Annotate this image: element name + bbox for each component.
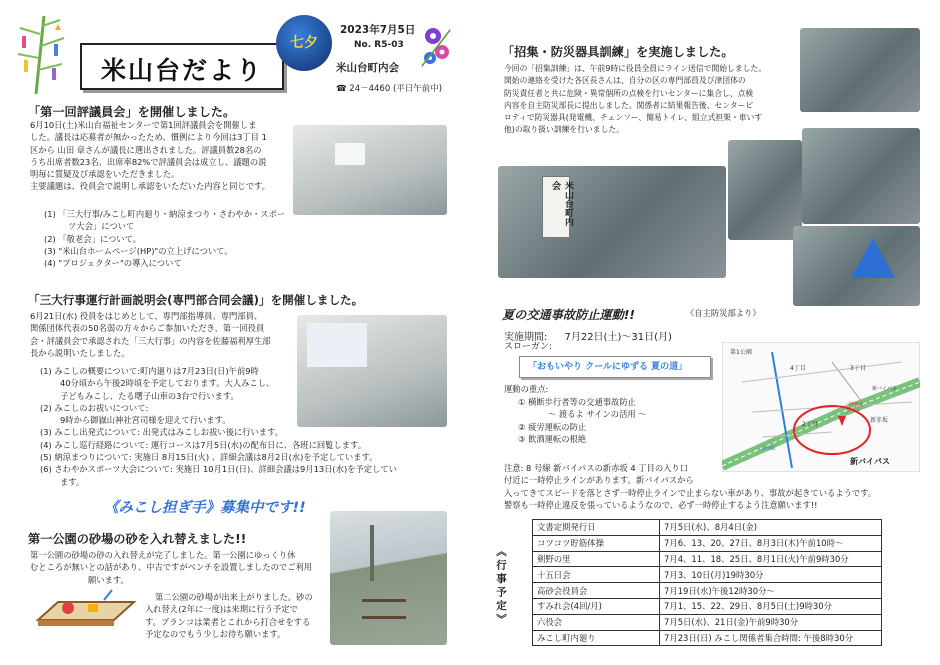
text-line: ロティで防災器具(発電機、チェンソー、簡易トイレ、組立式担架・車いす: [504, 113, 763, 123]
briefing-item: (5) 納涼まつりについて: 実施日 8月15日(火) 、詳細会議は8月2日(水)を予定しています。: [40, 452, 378, 463]
drill-photo-chainsaw: [802, 128, 920, 224]
points-label: 運動の重点:: [504, 384, 549, 394]
map-label: ライン: [846, 408, 861, 414]
note-line: 付近に一時停止ラインがあります。新バイパスから: [504, 475, 694, 486]
briefing-item: 9時から御嶽山神社宮司様を迎えて行います。: [60, 415, 231, 426]
text-line: 願います。: [88, 574, 129, 585]
briefing-item: (6) さわやかスポーツ大会について: 実施日 10月1日(日)、詳細会議は9月13日(水)を予定してい: [40, 464, 397, 475]
table-row: [533, 535, 882, 551]
period-label: 実施期間:: [504, 332, 548, 343]
table-row: [533, 598, 882, 614]
text-line: 第一公園の砂場の砂の入れ替えが完了しました。第一公園にゆっくり休: [30, 550, 296, 560]
newsletter-title: 米山台だより: [100, 56, 263, 85]
text-line: 第二公園の砂場が出来上がりました。砂の: [155, 592, 313, 602]
agenda-item: (1) 「三大行事/みこし町内廻り・納涼まつり・さわやか・スポー: [44, 209, 286, 219]
masthead-box: [80, 43, 284, 90]
section-council-body: [30, 119, 270, 193]
point-item: ② 疲労運転の防止: [518, 421, 587, 432]
section-briefing-body: [30, 310, 271, 359]
event-name: 十五日会: [533, 567, 660, 583]
text-line: した。議長は応募者が無かったため、慣例により今回は3丁目 1: [30, 132, 267, 143]
table-row: [533, 630, 882, 646]
telephone-icon: ☎: [336, 84, 347, 94]
sandbox-illustration: [34, 582, 138, 632]
traffic-stop-map: [722, 342, 920, 472]
event-name: すみれ会(4回/月): [533, 598, 660, 614]
drill-credit: 《自主防災部より》: [686, 308, 761, 318]
map-label: 新バイパス: [850, 457, 890, 466]
map-label: 3丁目: [850, 365, 866, 372]
drill-photo-tent: [793, 226, 920, 306]
event-date: 7月6、13、20、27日、8月3日(木)午前10時～: [660, 535, 882, 551]
slogan-text: 「おもいやり クールにゆずる 夏の道」: [528, 362, 688, 372]
drill-photo-stretcher: [728, 140, 802, 240]
morning-glory-icon: [420, 26, 454, 68]
note-line: 警察も一時停止違反を張っているようなので、必ず一時停止するよう注意願います!!: [504, 499, 818, 510]
map-label: 一時停止: [844, 402, 865, 408]
briefing-item: (3) みこし出発式について: 出発式はみこしお祓い後に行います。: [40, 427, 284, 438]
issue-number: No. R5-03: [354, 40, 404, 50]
table-row: [533, 567, 882, 583]
section-sandbox-body-2: [145, 591, 313, 640]
table-row: [533, 583, 882, 599]
text-line: 主要議題は、役員会で説明し承認をいただいた内容と同じです。: [30, 181, 270, 192]
traffic-notes: [504, 462, 876, 511]
event-date: 7月5日(水)、8月4日(金): [660, 520, 882, 536]
briefing-meeting-photo: [297, 315, 447, 427]
event-name: 高砂会役員会: [533, 583, 660, 599]
council-meeting-photo: [293, 125, 447, 215]
text-line: 内容を自主防災部長に提出しました。関係者に結果報告後、センターピ: [504, 100, 754, 110]
briefing-item: (1) みこしの概要について:町内廻りは7月23日(日)午前9時: [40, 366, 259, 376]
section-sandbox-body: [30, 549, 312, 586]
bamboo-tanabata-icon: [14, 14, 78, 96]
table-row: [533, 614, 882, 630]
agenda-item: (4) "プロジェクター"の導入について: [44, 258, 182, 269]
table-row: [533, 520, 882, 536]
section-briefing-title: 「三大行事運行計画説明会(専門部合同会議)」を開催しました。: [28, 293, 364, 307]
briefing-item: 40分頃から午後2時頃を予定しております。大人みこし、: [60, 378, 275, 389]
event-date: 7月23日(日) みこし関係者集合時間: 午後8時30分: [660, 630, 882, 646]
text-line: むところが無いとの話があり、中古ですがベンチを設置しましたのでご利用: [30, 562, 313, 573]
event-name: 剣野の里: [533, 551, 660, 567]
logo-text: 七夕: [290, 35, 318, 51]
section-sandbox-title: 第一公園の砂場の砂を入れ替えました!!: [28, 532, 247, 546]
text-line: うち出席者数23名、出席率82%で評議員会は成立し、議題の説: [30, 156, 267, 167]
slogan-label: スローガン:: [504, 342, 552, 352]
council-agenda-list: [44, 208, 285, 269]
period-value: 7月22日(土)～31日(月): [564, 332, 672, 343]
event-date: 7月4、11、18、25日、8月1日(火)午前9時30分: [660, 551, 882, 567]
section-council-title: 「第一回評議員会」を開催しました。: [28, 105, 236, 119]
event-name: 文書定期発行日: [533, 520, 660, 536]
agenda-item: ツ大会」について: [68, 221, 135, 232]
map-label: 8号線: [762, 446, 776, 452]
schedule-label: 《行事予定》: [495, 546, 507, 627]
event-name: コツコツ貯筋体操: [533, 535, 660, 551]
text-line: 今回の「招集訓練」は、午前9時に役員全員にライン送信で開始しました。: [504, 64, 767, 73]
organization-name: 米山台町内会: [336, 62, 399, 74]
note-line: 注意: 8 号線 新バイパスの新赤坂 4 丁目の入り口: [504, 463, 689, 473]
text-line: 区から 山田 章さんが議長に選出されました。評議員数28名の: [30, 144, 262, 155]
section-traffic-title: 夏の交通事故防止運動!!: [502, 308, 635, 322]
text-line: 明毎に質疑及び承認をいただきました。: [30, 169, 180, 180]
map-label: 第1公園: [730, 349, 752, 356]
slogan-box: [519, 356, 711, 378]
tanabata-logo: [276, 15, 332, 71]
point-item: ③ 飲酒運転の根絶: [518, 433, 587, 444]
park-bench-photo: [330, 511, 447, 645]
map-label: 新バイパス: [872, 386, 897, 392]
event-date: 7月19日(水)午後12時30分～: [660, 583, 882, 599]
drill-photo-equipment: [800, 28, 920, 112]
briefing-item: (4) みこし巡行経路について: 運行コースは7月5日(水)の配布日に、各班に回覧します。: [40, 439, 367, 450]
briefing-item: ます。: [60, 476, 85, 487]
event-name: みこし町内廻り: [533, 630, 660, 646]
issue-date: 2023年7月5日: [340, 24, 416, 36]
point-item: ～ 渡るよ サインの活用 ～: [548, 409, 647, 420]
phone-line: [336, 82, 442, 94]
text-line: 関係団体代表の50名弱の方々からご参加いただき、第一回役員: [30, 323, 265, 334]
text-line: 他)の取り扱い訓練を行いました。: [504, 125, 624, 135]
traffic-points-list: [518, 396, 647, 445]
schedule-table: [532, 519, 882, 646]
briefing-item: 子どもみこし、たる曙子山車の3台で行います。: [60, 390, 239, 401]
text-line: 6月10日(土)米山台福祉センターで第1回評議員会を開催しま: [30, 120, 257, 130]
text-line: 予定なのでもう少しお待ち願います。: [145, 628, 286, 639]
point-item: ① 横断歩行者等の交通事故防止: [518, 397, 636, 407]
phone-number: 24－4460 (平日午前中): [349, 84, 443, 94]
drill-photo-group: [498, 166, 726, 278]
text-line: 長から説明いたしました。: [30, 347, 130, 358]
event-date: 7月1、15、22、29日、8月5日(土)9時30分: [660, 598, 882, 614]
map-label: 新赤坂: [870, 417, 889, 424]
banner-sign-text: 米山台町内会: [550, 181, 573, 226]
agenda-item: (2) 「敬老会」について。: [44, 233, 142, 244]
text-line: す。ブランコは業者とこれから打合せをする: [145, 616, 311, 627]
map-label: 2丁目: [802, 421, 818, 428]
event-name: 六役会: [533, 614, 660, 630]
text-line: 入れ替え(2年に一度)は来期に行う予定で: [145, 604, 298, 615]
event-date: 7月3、10日(月)19時30分: [660, 567, 882, 583]
briefing-item: (2) みこしのお祓いについて:: [40, 402, 149, 413]
text-line: 開始の連絡を受けた各区長さんは、自分の区の専門部員及び津団体の: [504, 76, 746, 86]
note-line: 入ってきてスピードを落とさず一時停止ラインで止まらない車があり、事故が起きているようです。: [504, 487, 877, 498]
text-line: 防災責任者と共に危険・異常個所の点検を行いセンターに集合し、点検: [504, 88, 754, 98]
event-date: 7月5日(水)、21日(金)午前9時30分: [660, 614, 882, 630]
mikoshi-recruit-banner: 《みこし担ぎ手》募集中です!!: [104, 500, 306, 516]
text-line: 6月21日(水) 役員をはじめとして、専門部指導員、専門部員、: [30, 311, 263, 321]
section-drill-title: 「招集・防災器具訓練」を実施しました。: [502, 45, 734, 59]
table-row: [533, 551, 882, 567]
text-line: 会・評議員会で承認された「三大行事」の内容を佐藤福利厚生部: [30, 335, 271, 346]
section-drill-body: [504, 63, 766, 137]
map-label: 4丁目: [790, 365, 806, 372]
agenda-item: (3) "米山台ホームページ(HP)"の立上げについて。: [44, 245, 233, 256]
